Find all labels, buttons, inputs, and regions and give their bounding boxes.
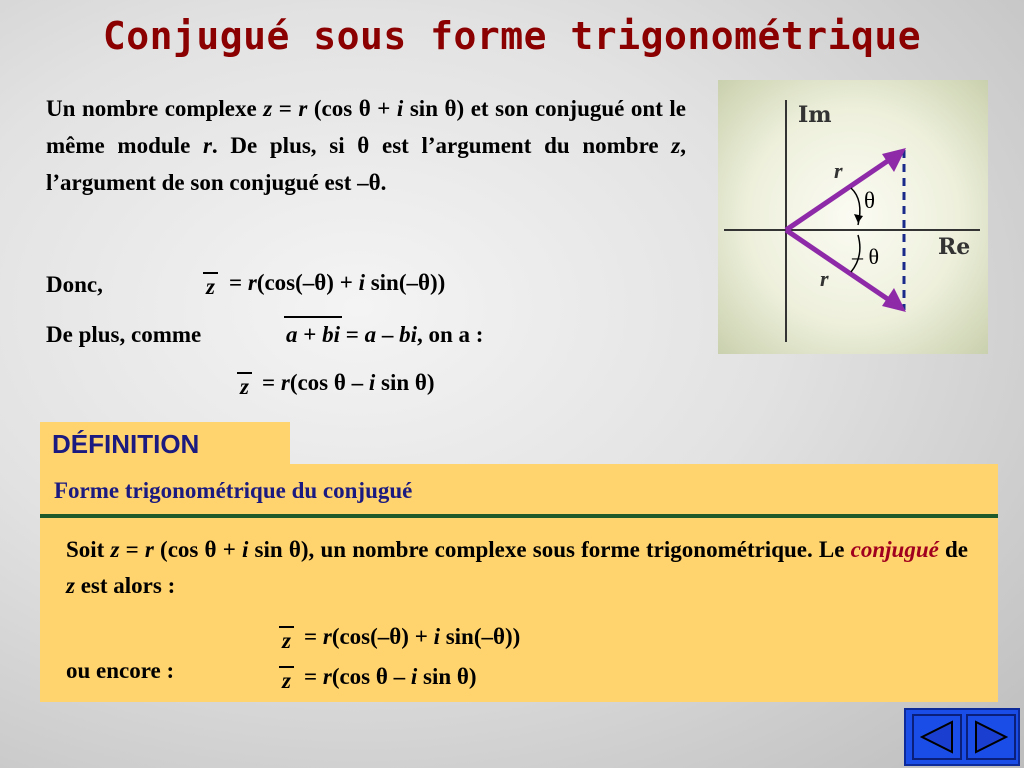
theta-arc-arrowhead	[854, 214, 863, 223]
ou-encore-label: ou encore :	[66, 658, 175, 683]
complex-plane-diagram	[718, 80, 988, 354]
donc-label: Donc,	[46, 272, 103, 297]
definition-tab: DÉFINITION	[40, 422, 290, 466]
z-conjugate-symbol: z	[282, 668, 291, 693]
next-slide-button[interactable]	[966, 714, 1016, 760]
slide-navigation	[904, 708, 1020, 766]
definition-heading: Forme trigonométrique du conjugué	[54, 478, 413, 503]
donc-formula: = r(cos(–θ) + i sin(–θ))	[229, 270, 446, 295]
z-conjugate-symbol: z	[206, 274, 215, 299]
definition-header	[40, 464, 998, 514]
page-title: Conjugué sous forme trigonométrique	[102, 14, 922, 58]
deplus-formula: a + bi = a – bi, on a :	[286, 322, 484, 347]
z-conjugate-symbol: z	[240, 374, 249, 399]
r-label-top: r	[834, 158, 843, 183]
complex-plane-figure	[718, 80, 988, 354]
re-label: Re	[938, 234, 971, 260]
z-conjugate-symbol: z	[282, 628, 291, 653]
neg-theta-label: – θ	[852, 244, 880, 269]
theta-label: θ	[864, 188, 876, 213]
im-label: Im	[798, 102, 832, 128]
result-formula: = r(cos θ – i sin θ)	[262, 370, 435, 395]
deplus-label: De plus, comme	[46, 322, 202, 347]
intro-paragraph: Un nombre complexe z = r (cos θ + i sin θ) et son conjugué ont le même module r. De plus, si θ est l’argument du nombre z, l’argument de son conjugué est –θ.	[46, 96, 686, 195]
definition-formula-1: = r(cos(–θ) + i sin(–θ))	[304, 624, 521, 649]
previous-slide-button[interactable]	[912, 714, 962, 760]
r-label-bottom: r	[820, 266, 829, 291]
definition-text: Soit z = r (cos θ + i sin θ), un nombre complexe sous forme trigonométrique. Le conjugué de z est alors :	[66, 537, 968, 598]
definition-formula-2: = r(cos θ – i sin θ)	[304, 664, 477, 689]
conjugue-term: conjugué	[850, 537, 939, 562]
